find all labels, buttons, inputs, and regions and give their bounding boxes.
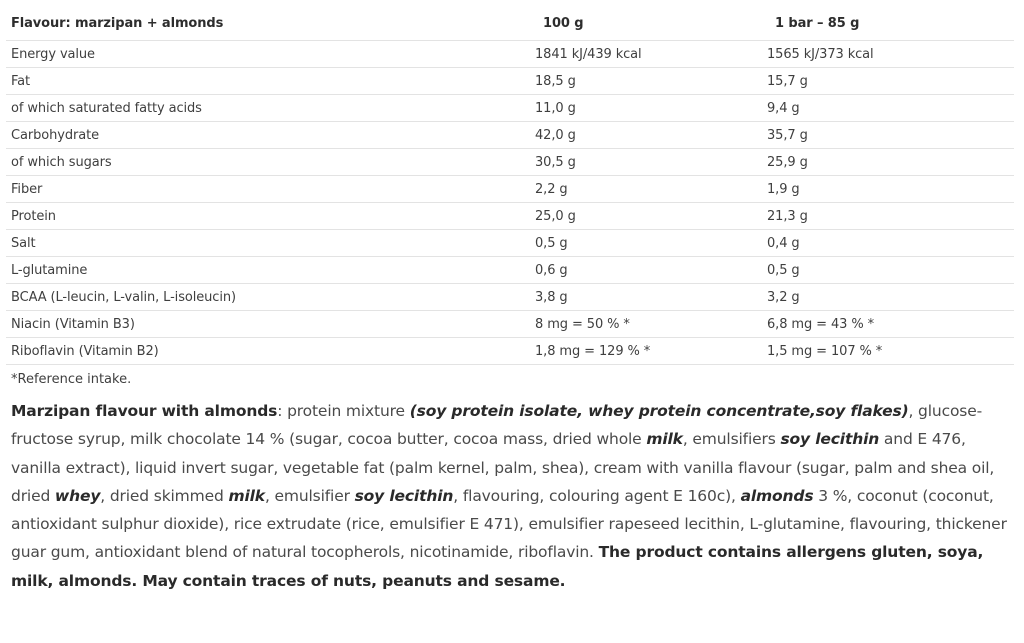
ingredients-text: 3 %, coconut (coconut, antioxidant sulphur dioxide), rice extrudate (rice, emulsifier E 471), emulsifier rapeseed lecithin, L-glutamine, flavouring, thickener guar gum, antioxidant blend of natural tocopherols, nicotinamide, riboflavin.	[11, 486, 1007, 562]
allergen-highlight: soy lecithin	[354, 486, 454, 505]
ingredients-text: , emulsifiers	[682, 430, 781, 449]
nutrient-name: Fat	[6, 68, 523, 95]
ingredients-text: , glucose-fructose syrup, milk chocolate 14 % (sugar, cocoa butter, cocoa mass, dried whole	[11, 402, 983, 449]
reference-footnote: *Reference intake.	[11, 372, 132, 387]
allergen-highlight: almonds	[740, 486, 814, 505]
value-per-100g: 18,5 g	[523, 68, 755, 95]
table-row	[6, 203, 1014, 230]
table-row	[6, 257, 1014, 284]
nutrient-name: of which saturated fatty acids	[6, 95, 523, 122]
value-per-bar: 0,4 g	[755, 230, 1014, 257]
ingredients-text: , flavouring, colouring agent E 160c),	[453, 486, 741, 505]
value-per-100g: 1841 kJ/439 kcal	[523, 41, 755, 68]
nutrient-name: of which sugars	[6, 149, 523, 176]
ingredients-text: , emulsifier	[264, 486, 355, 505]
allergen-highlight: milk	[646, 430, 683, 449]
value-per-100g: 25,0 g	[523, 203, 755, 230]
nutrient-name: Carbohydrate	[6, 122, 523, 149]
nutrition-table	[6, 6, 1014, 365]
table-row	[6, 176, 1014, 203]
value-per-100g: 30,5 g	[523, 149, 755, 176]
nutrient-name: BCAA (L-leucin, L-valin, L-isoleucin)	[6, 284, 523, 311]
table-row	[6, 338, 1014, 365]
nutrient-name: Protein	[6, 203, 523, 230]
header-flavour: Flavour: marzipan + almonds	[6, 6, 523, 41]
table-row	[6, 41, 1014, 68]
table-row	[6, 122, 1014, 149]
ingredients-text: : protein mixture	[277, 402, 410, 420]
value-per-bar: 35,7 g	[755, 122, 1014, 149]
value-per-100g: 3,8 g	[523, 284, 755, 311]
value-per-bar: 15,7 g	[755, 68, 1014, 95]
value-per-100g: 2,2 g	[523, 176, 755, 203]
allergen-highlight: whey	[54, 486, 101, 505]
nutrient-name: Salt	[6, 230, 523, 257]
value-per-100g: 0,5 g	[523, 230, 755, 257]
value-per-bar: 1565 kJ/373 kcal	[755, 41, 1014, 68]
nutrient-name: Niacin (Vitamin B3)	[6, 311, 523, 338]
header-per-100g: 100 g	[523, 6, 755, 41]
ingredients-paragraph	[11, 397, 1013, 595]
nutrient-name: L-glutamine	[6, 257, 523, 284]
table-row	[6, 68, 1014, 95]
ingredients-bold-text: Marzipan flavour with almonds	[11, 402, 278, 420]
value-per-bar: 0,5 g	[755, 257, 1014, 284]
nutrient-name: Riboflavin (Vitamin B2)	[6, 338, 523, 365]
value-per-bar: 1,9 g	[755, 176, 1014, 203]
value-per-bar: 1,5 mg = 107 % *	[755, 338, 1014, 365]
ingredients-text: and E 476, vanilla extract), liquid invert sugar, vegetable fat (palm kernel, palm, shea), cream with vanilla flavour (sugar, palm and shea oil, dried	[11, 430, 995, 505]
value-per-100g: 8 mg = 50 % *	[523, 311, 755, 338]
ingredients-text: , dried skimmed	[100, 486, 229, 505]
table-row	[6, 284, 1014, 311]
value-per-100g: 1,8 mg = 129 % *	[523, 338, 755, 365]
value-per-bar: 9,4 g	[755, 95, 1014, 122]
value-per-bar: 25,9 g	[755, 149, 1014, 176]
table-row	[6, 149, 1014, 176]
header-per-bar: 1 bar – 85 g	[755, 6, 1014, 41]
allergen-highlight: (soy protein isolate, whey protein concentrate,soy flakes)	[409, 402, 909, 420]
ingredients-bold-text: The product contains allergens gluten, soya, milk, almonds. May contain traces of nuts, peanuts and sesame.	[11, 543, 984, 590]
table-row	[6, 311, 1014, 338]
table-row	[6, 230, 1014, 257]
value-per-100g: 42,0 g	[523, 122, 755, 149]
table-header-row	[6, 6, 1014, 41]
value-per-bar: 6,8 mg = 43 % *	[755, 311, 1014, 338]
nutrient-name: Energy value	[6, 41, 523, 68]
nutrient-name: Fiber	[6, 176, 523, 203]
value-per-bar: 21,3 g	[755, 203, 1014, 230]
allergen-highlight: soy lecithin	[780, 430, 880, 449]
table-row	[6, 95, 1014, 122]
table-body	[6, 41, 1014, 365]
allergen-highlight: milk	[228, 486, 265, 505]
value-per-bar: 3,2 g	[755, 284, 1014, 311]
value-per-100g: 11,0 g	[523, 95, 755, 122]
value-per-100g: 0,6 g	[523, 257, 755, 284]
